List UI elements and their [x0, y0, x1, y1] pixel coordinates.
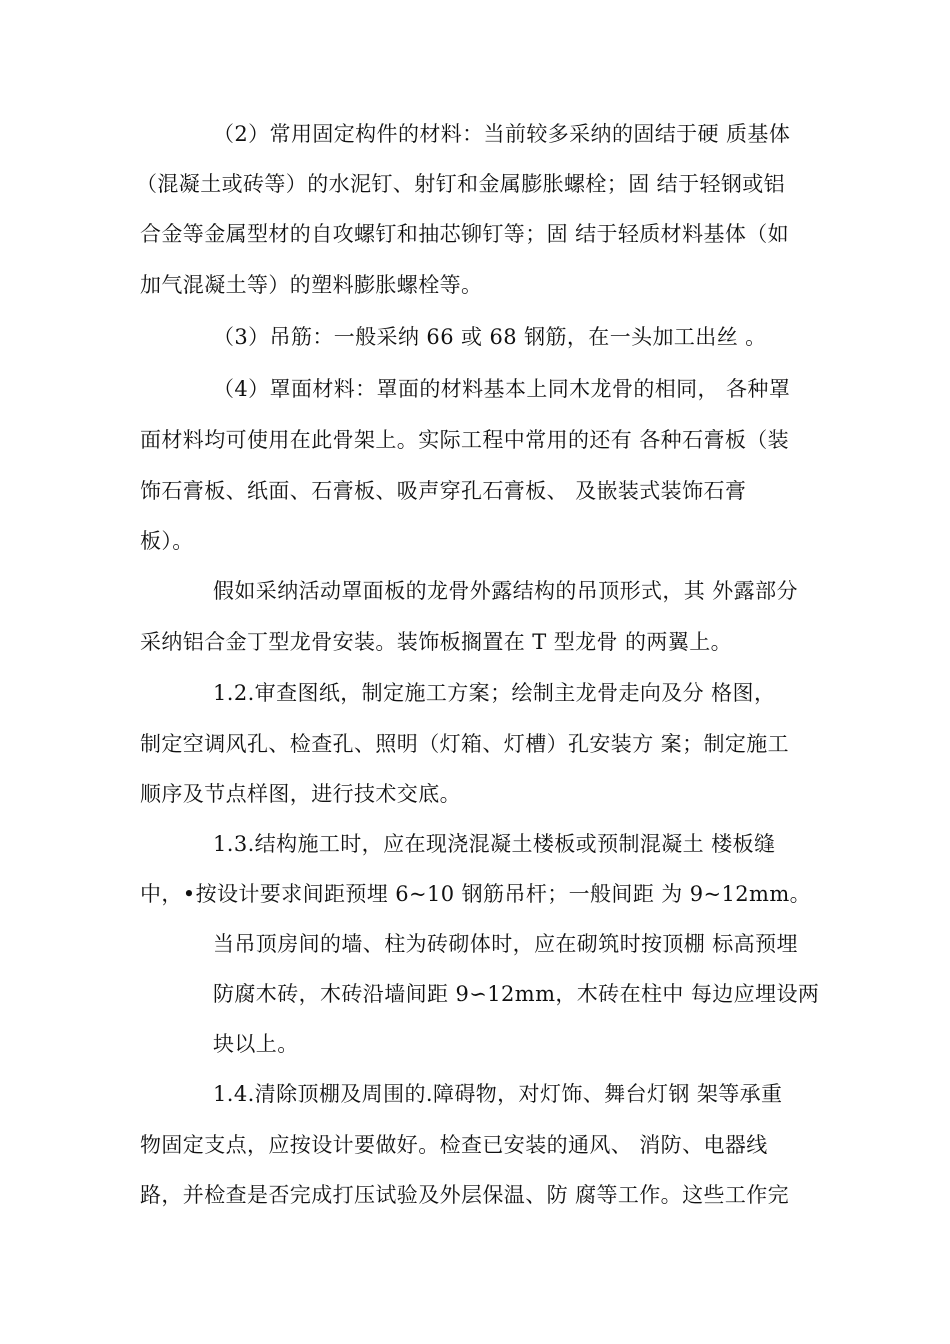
text-line: 采纳铝合金丁型龙骨安装。装饰板搁置在 T 型龙骨 的两翼上。 — [140, 630, 733, 654]
text-line: 中，•按设计要求间距预埋 6~10 钢筋吊杆；一般间距 为 9~12mm。 — [140, 882, 812, 906]
text-line: （2）常用固定构件的材料：当前较多采纳的固结于硬 质基体 — [213, 122, 791, 146]
text-line: （混凝土或砖等）的水泥钉、射钉和金属膨胀螺栓；固 结于轻钢或铝 — [136, 172, 786, 196]
text-line: 顺序及节点样图，进行技术交底。 — [140, 782, 461, 806]
text-line: 饰石膏板、纸面、石膏板、吸声穿孔石膏板、 及嵌装式装饰石膏 — [140, 479, 747, 503]
text-line: 块以上。 — [213, 1032, 299, 1056]
text-line: 假如采纳活动罩面板的龙骨外露结构的吊顶形式，其 外露部分 — [213, 579, 798, 603]
text-line: 制定空调风孔、检查孔、照明（灯箱、灯槽）孔安装方 案；制定施工 — [140, 732, 790, 756]
text-line: 1.2.审查图纸，制定施工方案；绘制主龙骨走向及分 格图， — [213, 681, 776, 705]
text-line: 物固定支点，应按设计要做好。检查已安装的通风、 消防、电器线 — [140, 1133, 768, 1157]
text-line: （3）吊筋：一般采纳 66 或 68 钢筋，在一头加工出丝 。 — [213, 325, 767, 349]
text-line: 路，并检查是否完成打压试验及外层保温、防 腐等工作。这些工作完 — [140, 1183, 790, 1207]
text-line: 1.4.清除顶棚及周围的.障碍物，对灯饰、舞台灯钢 架等承重 — [213, 1082, 783, 1106]
text-line: 板）。 — [140, 529, 194, 553]
text-line: 加气混凝土等）的塑料膨胀螺栓等。 — [140, 273, 483, 297]
text-line: 当吊顶房间的墙、柱为砖砌体时，应在砌筑时按顶棚 标高预埋 — [213, 932, 798, 956]
text-line: 防腐木砖，木砖沿墙间距 9∽12mm，木砖在柱中 每边应埋设两 — [213, 982, 820, 1006]
text-line: （4）罩面材料：罩面的材料基本上同木龙骨的相同， 各种罩 — [213, 377, 791, 401]
text-line: 合金等金属型材的自攻螺钉和抽芯铆钉等；固 结于轻质材料基体（如 — [140, 222, 790, 246]
text-line: 面材料均可使用在此骨架上。实际工程中常用的还有 各种石膏板（装 — [140, 428, 790, 452]
text-line: 1.3.结构施工时，应在现浇混凝土楼板或预制混凝土 楼板缝 — [213, 832, 776, 856]
